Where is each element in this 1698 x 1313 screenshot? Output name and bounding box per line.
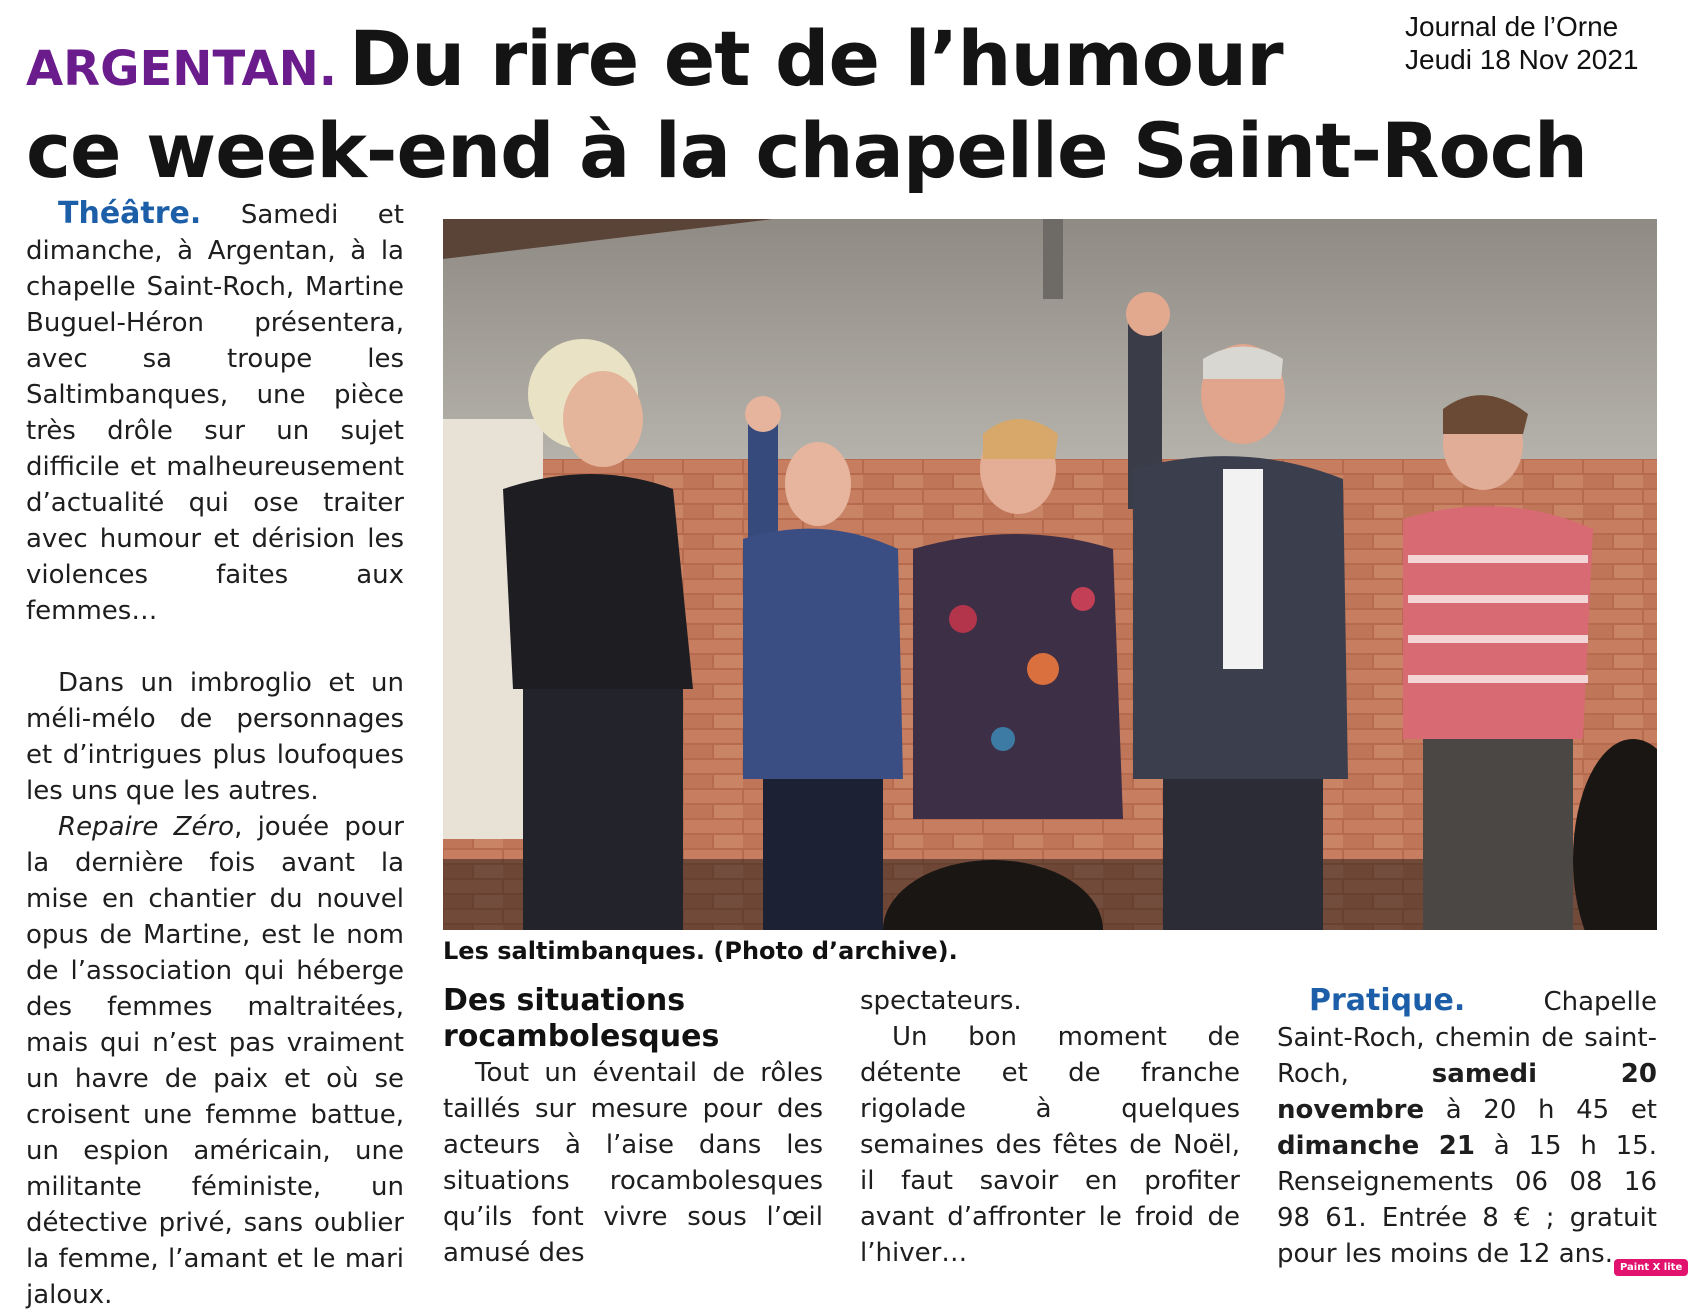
article-column-2 [443,983,823,1271]
paragraph-3 [26,809,404,1313]
intro-paragraph [26,196,404,629]
intro-text: Samedi et dimanche, à Argentan, à la chapelle Saint-Roch, Martine Buguel-Héron présentera, avec sa troupe les Saltimbanques, une pièce très drôle sur un sujet difficile et malheureusement d’actualité qui ose traiter avec humour et dérision les violences faites aux femmes… [26,200,404,626]
article-headline [26,14,1686,195]
article-column-3 [860,983,1240,1271]
article-column-4 [1277,983,1657,1272]
headline-kicker: ARGENTAN. [26,41,338,97]
newspaper-name: Journal de l’Orne [1405,11,1619,42]
play-title: Repaire Zéro [58,812,235,842]
practical-lead: Pratique. [1309,983,1466,1018]
section-paragraph-1: Tout un éventail de rôles taillés sur mesure pour des acteurs à l’aise dans les situations rocambolesques qu’ils font vivre sous l’œil amusé des [443,1058,823,1268]
practical-time-1: à 20 h 45 et [1445,1095,1658,1125]
paragraph-2: Dans un imbroglio et un méli-mélo de personnages et d’intrigues plus loufoques les uns que les autres. [26,668,404,806]
photo-caption: Les saltimbanques. (Photo d’archive). [443,937,958,965]
practical-details: à 15 h 15. Renseignements 06 08 16 98 61. Entrée 8 € ; gratuit pour les moins de 12 ans. [1277,1131,1657,1269]
headline-line-2: ce week-end à la chapelle Saint-Roch [26,106,1587,195]
section-paragraph-2: Un bon moment de détente et de franche rigolade à quelques semaines des fêtes de Noël, il faut savoir en profiter avant d’affronter le froid de l’hiver… [860,1022,1240,1268]
section-paragraph-1-continued: spectateurs. [860,986,1022,1016]
date-saturday: samedi 20 novembre [1277,1059,1657,1125]
section-heading: Des situations rocambolesques [443,983,720,1054]
paragraph-3-text: , jouée pour la dernière fois avant la mise en chantier du nouvel opus de Martine, est le nom de l’association qui héberge des femmes maltraitées, mais qui n’est pas vraiment un havre de paix et où se croisent une femme battue, un espion américain, une militante féministe, un détective privé, sans oublier la femme, l’amant et le mari jaloux. [26,812,404,1310]
publication-date: Jeudi 18 Nov 2021 [1405,44,1639,75]
practical-venue: Chapelle Saint-Roch, chemin de saint-Roch, [1277,987,1657,1089]
article-photo [443,219,1657,930]
troupe-photo-illustration [443,219,1657,930]
practical-info [1277,983,1657,1272]
intro-lead: Théâtre. [58,196,202,231]
headline-line-1: Du rire et de l’humour [349,14,1283,103]
article-column-1 [26,196,404,1313]
date-sunday: dimanche 21 [1277,1131,1475,1161]
app-watermark-badge: Paint X lite [1614,1259,1688,1276]
